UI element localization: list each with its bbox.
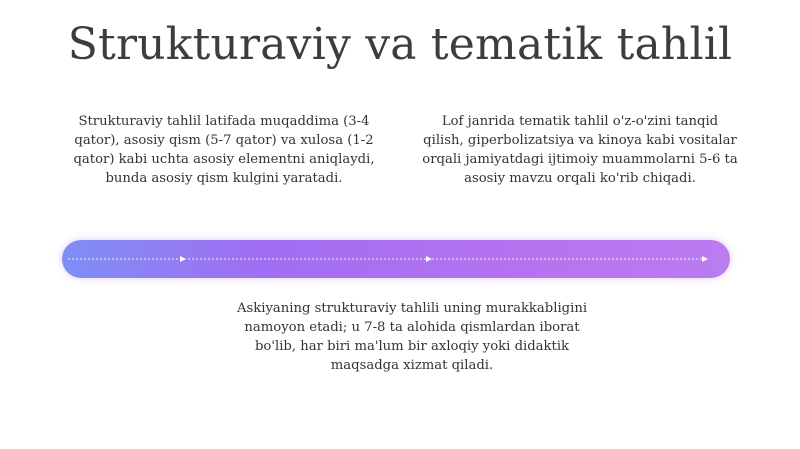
slide-title: Strukturaviy va tematik tahlil — [67, 19, 733, 70]
timeline-bar — [62, 240, 730, 278]
timeline-arrow-2-icon — [426, 256, 432, 262]
structural-analysis-text: Strukturaviy tahlil latifada muqaddima (3-4 qator), asosiy qism (5-7 qator) va xulosa (1-2 qator) kabi uchta asosiy elementni aniqlaydi, bunda asosiy qism kulgini yaratadi. — [73, 114, 375, 186]
timeline-arrow-3-icon — [702, 256, 708, 262]
thematic-analysis-text: Lof janrida tematik tahlil o'z-o'zini tanqid qilish, giperbolizatsiya va kinoya kabi vositalar orqali jamiyatdagi ijtimoiy muammolarni 5-6 ta asosiy mavzu orqali ko'rib chiqadi. — [422, 114, 738, 186]
timeline-arrow-1-icon — [180, 256, 186, 262]
askiya-analysis-text: Askiyaning strukturaviy tahlili uning murakkabligini namoyon etadi; u 7-8 ta alohida qismlardan iborat bo'lib, har biri ma'lum bir axloqiy yoki didaktik maqsadga xizmat qiladi. — [236, 301, 588, 373]
timeline-arrows — [62, 240, 730, 278]
